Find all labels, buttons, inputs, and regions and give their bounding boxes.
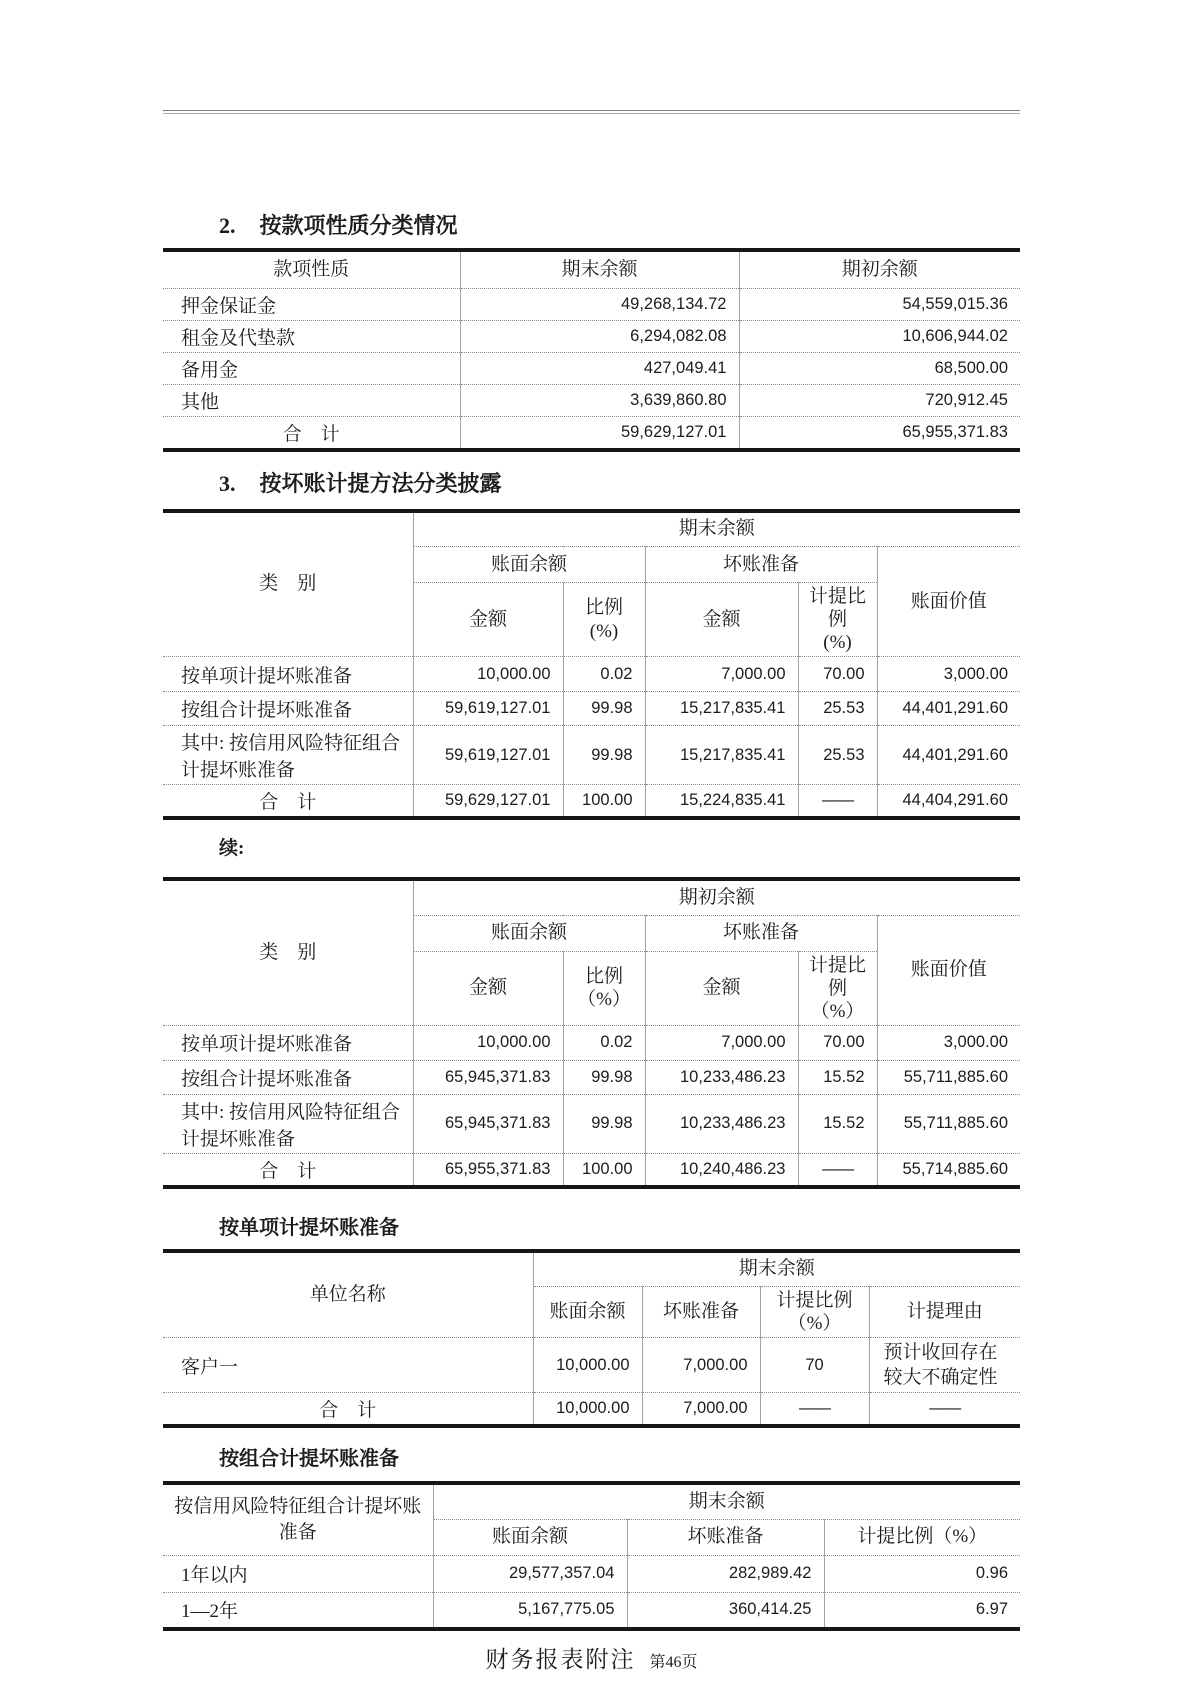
cell-value: 65,955,371.83 [739,416,1020,450]
section-2-heading [163,209,1020,243]
col-book-balance: 账面余额 [533,1287,642,1338]
table-row [163,1025,1020,1060]
individual-provision-table [163,1249,1020,1429]
cell-label: 客户一 [163,1338,533,1393]
cell-value: 10,000.00 [413,657,563,692]
cell-value: 59,619,127.01 [413,692,563,726]
col-book-balance: 账面余额 [433,1519,627,1555]
portfolio-provision-table [163,1481,1020,1631]
cell-label: 按组合计提坏账准备 [163,1060,413,1094]
cell-value: 59,629,127.01 [413,785,563,819]
cell-value: 7,000.00 [645,657,798,692]
cell-value: 54,559,015.36 [739,288,1020,320]
reason-text: 预计收回存在较大不确定性 [883,1342,998,1388]
cell-value: 99.98 [563,1094,645,1153]
col-ratio [563,951,645,1025]
header-row [163,250,1020,288]
cell-dash: —— [798,785,877,819]
cell-value: 65,955,371.83 [413,1153,563,1187]
col-book-balance: 账面余额 [413,915,645,951]
cell-value: 68,500.00 [739,352,1020,384]
cell-label: 按组合计提坏账准备 [163,692,413,726]
cell-total-label: 合 计 [163,416,460,450]
cell-value: 3,000.00 [877,657,1020,692]
cell-value: 29,577,357.04 [433,1555,627,1592]
col-provision-reason: 计提理由 [869,1287,1020,1338]
provision-ratio-line1: 计提比例 [808,586,866,630]
cell-value: 25.53 [798,692,877,726]
col-book-balance: 账面余额 [413,547,645,583]
table-row [163,352,1020,384]
portfolio-provision-heading: 按组合计提坏账准备 [219,1448,399,1470]
cell-label: 1—2年 [163,1592,433,1629]
col-beginning-balance: 期初余额 [413,879,1020,915]
table-row [163,384,1020,416]
cell-label: 其中: 按信用风险特征组合计提坏账准备 [163,726,413,785]
cell-total-label: 合 计 [163,1393,533,1427]
cell-value: 59,619,127.01 [413,726,563,785]
cell-value: 49,268,134.72 [460,288,739,320]
cell-value: 100.00 [563,1153,645,1187]
cell-label: 押金保证金 [163,288,460,320]
ratio-line2: （%） [577,989,631,1010]
header-row-period [163,879,1020,915]
cell-label: 1年以内 [163,1555,433,1592]
table-row [163,1592,1020,1629]
table-row [163,657,1020,692]
cell-dash: —— [760,1393,869,1427]
header-row-period [163,1251,1020,1287]
col-ending-balance: 期末余额 [533,1251,1020,1287]
total-row [163,416,1020,450]
table-row [163,726,1020,785]
credit-risk-group-text: 按信用风险特征组合计提坏账准备 [174,1495,422,1543]
cell-label: 其中: 按信用风险特征组合计提坏账准备 [163,1094,413,1153]
table-row [163,1555,1020,1592]
col-provision-ratio [798,951,877,1025]
cell-value: 44,401,291.60 [877,726,1020,785]
col-provision-ratio [760,1287,869,1338]
header-rule [163,110,1020,114]
cell-value: 70.00 [798,1025,877,1060]
cell-value: 65,945,371.83 [413,1060,563,1094]
col-book-value: 账面价值 [877,547,1020,657]
cell-value: 427,049.41 [460,352,739,384]
table-row [163,1338,1020,1393]
cell-value: 55,714,885.60 [877,1153,1020,1187]
cell-value: 720,912.45 [739,384,1020,416]
section-title: 按坏账计提方法分类披露 [259,470,502,496]
provision-ratio-line2: (%) [823,632,852,653]
cell-value: 0.96 [824,1555,1020,1592]
cell-value: 282,989.42 [627,1555,824,1592]
cell-value: 44,404,291.60 [877,785,1020,819]
cell-value: 15.52 [798,1094,877,1153]
cell-value: 10,000.00 [413,1025,563,1060]
col-ending-balance: 期末余额 [460,250,739,288]
col-category: 类 别 [259,573,317,595]
cell-value: 10,233,486.23 [645,1060,798,1094]
cell-value: 3,000.00 [877,1025,1020,1060]
col-ending-balance: 期末余额 [433,1483,1020,1519]
cell-value: 3,639,860.80 [460,384,739,416]
total-row [163,785,1020,819]
col-beginning-balance: 期初余额 [739,250,1020,288]
cell-reason [869,1338,1020,1393]
section-number: 2. [219,213,236,238]
bad-debt-ending-table [163,509,1020,821]
cell-value: 7,000.00 [645,1025,798,1060]
section-3-heading [163,467,1020,501]
total-row [163,1393,1020,1427]
col-amount: 金额 [413,583,563,657]
cell-value: 99.98 [563,1060,645,1094]
cell-dash: —— [798,1153,877,1187]
bad-debt-beginning-table [163,877,1020,1189]
cell-value: 7,000.00 [642,1393,760,1427]
cell-value: 10,000.00 [533,1393,642,1427]
col-provision-ratio: 计提比例（%） [824,1519,1020,1555]
cell-value: 0.02 [563,657,645,692]
provision-ratio-line1: 计提比例 [808,954,866,999]
cell-total-label: 合 计 [163,1153,413,1187]
content-area [163,110,1020,1678]
header-row-period [163,511,1020,547]
provision-ratio-line2: （%） [787,1313,842,1334]
cell-value: 100.00 [563,785,645,819]
cell-label: 其他 [163,384,460,416]
cell-value: 55,711,885.60 [877,1094,1020,1153]
cell-label: 租金及代垫款 [163,320,460,352]
col-unit-name: 单位名称 [309,1283,386,1305]
cell-value: 5,167,775.05 [433,1592,627,1629]
cell-value: 10,000.00 [533,1338,642,1393]
table-row [163,692,1020,726]
col-bad-debt-provision: 坏账准备 [645,915,877,951]
cell-value: 99.98 [563,692,645,726]
cell-value: 55,711,885.60 [877,1060,1020,1094]
cell-label: 按单项计提坏账准备 [163,657,413,692]
col-bad-debt-provision: 坏账准备 [627,1519,824,1555]
col-amount: 金额 [413,951,563,1025]
header-row-period [163,1483,1020,1519]
table-row [163,320,1020,352]
table-row [163,288,1020,320]
col-payment-nature: 款项性质 [273,258,350,280]
cell-value: 99.98 [563,726,645,785]
ratio-line1: 比例 [584,966,623,987]
cell-value: 15,217,835.41 [645,726,798,785]
cell-value: 25.53 [798,726,877,785]
col-amount: 金额 [645,951,798,1025]
provision-ratio-line1: 计提比例 [776,1290,853,1311]
table-row [163,1060,1020,1094]
cell-label: 备用金 [163,352,460,384]
cell-value: 10,233,486.23 [645,1094,798,1153]
cell-value: 10,606,944.02 [739,320,1020,352]
provision-ratio-line2: （%） [810,1000,865,1022]
cell-value: 6.97 [824,1592,1020,1629]
cell-value: 70.00 [798,657,877,692]
footer-title: 财务报表附注 [485,1647,636,1672]
cell-total-label: 合 计 [163,785,413,819]
col-book-value: 账面价值 [877,915,1020,1025]
total-row [163,1153,1020,1187]
payment-nature-table [163,248,1020,452]
cell-value: 0.02 [563,1025,645,1060]
col-ending-balance: 期末余额 [413,511,1020,547]
cell-value: 70 [760,1338,869,1393]
section-number: 3. [219,470,236,496]
cell-value: 44,401,291.60 [877,692,1020,726]
col-bad-debt-provision: 坏账准备 [645,547,877,583]
col-amount: 金额 [645,583,798,657]
cell-value: 15,224,835.41 [645,785,798,819]
page-footer [163,1645,1020,1678]
cell-label: 按单项计提坏账准备 [163,1025,413,1060]
cell-value: 360,414.25 [627,1592,824,1629]
col-bad-debt-provision: 坏账准备 [642,1287,760,1338]
col-ratio: 比例(%) [563,583,645,657]
cell-dash: —— [869,1393,1020,1427]
section-title: 按款项性质分类情况 [259,213,458,238]
cell-value: 10,240,486.23 [645,1153,798,1187]
cell-value: 15,217,835.41 [645,692,798,726]
individual-provision-heading: 按单项计提坏账准备 [219,1216,399,1239]
cell-value: 65,945,371.83 [413,1094,563,1153]
cell-value: 15.52 [798,1060,877,1094]
footer-page-number: 第46页 [649,1654,698,1671]
continuation-label: 续: [219,838,245,859]
cell-value: 6,294,082.08 [460,320,739,352]
table-row [163,1094,1020,1153]
cell-value: 59,629,127.01 [460,416,739,450]
col-provision-ratio [798,583,877,657]
col-category: 类 别 [259,941,317,963]
cell-value: 7,000.00 [642,1338,760,1393]
col-credit-risk-group [163,1483,433,1555]
